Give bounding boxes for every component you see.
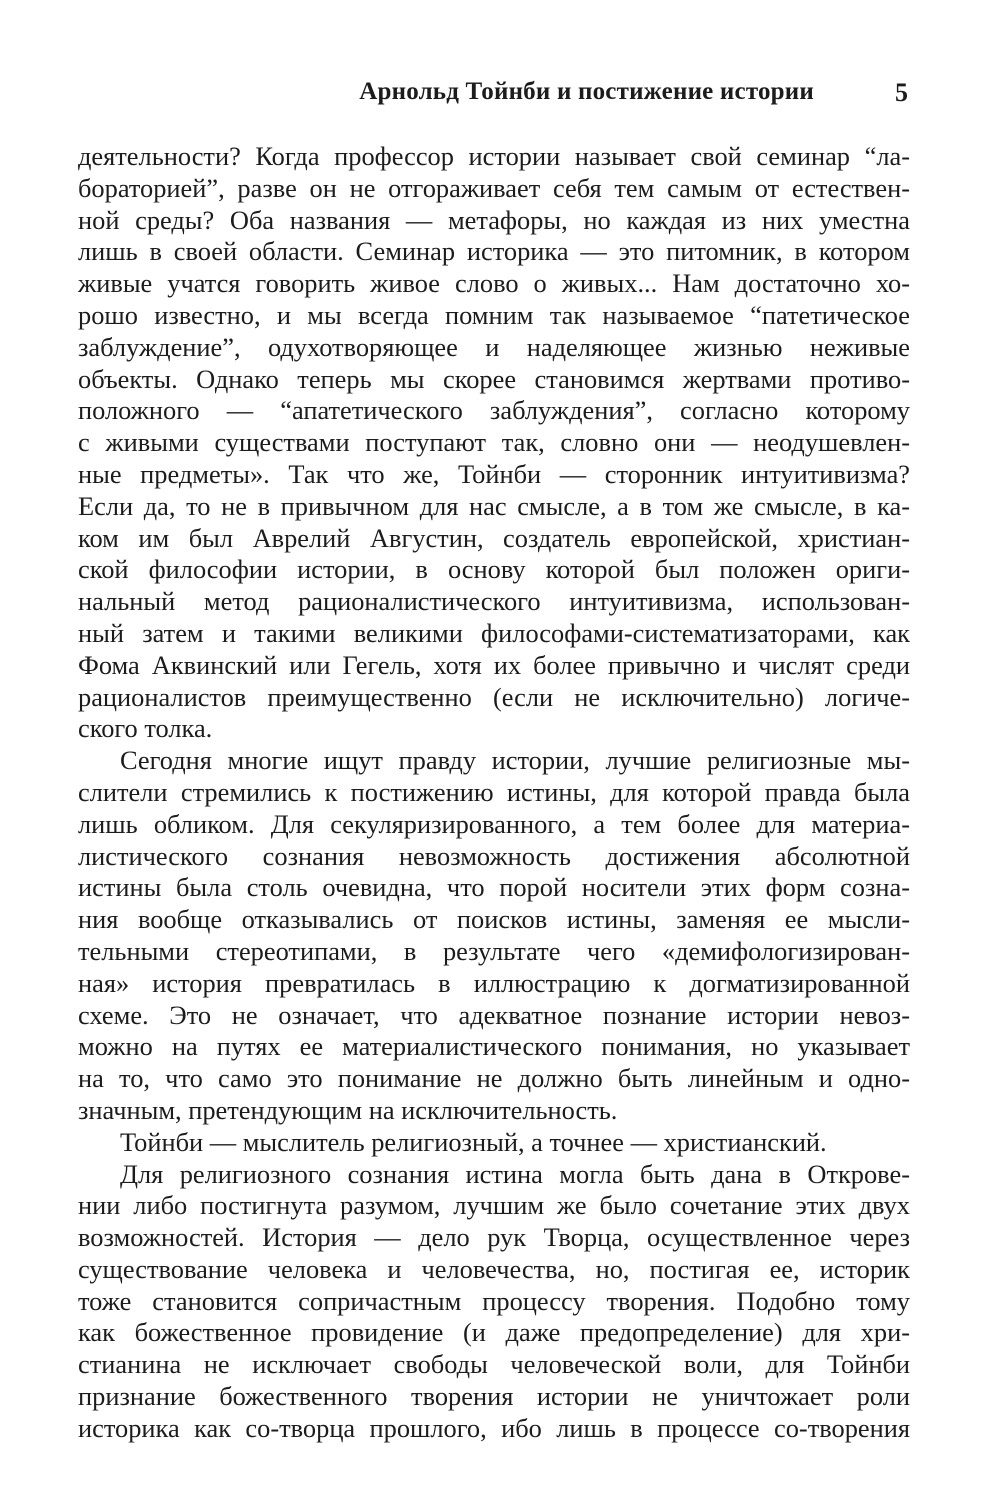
text-line: Если да, то не в привычном для нас смысле, а в том же смысле, в ка-: [78, 490, 910, 521]
text-line: схеме. Это не означает, что адекватное познание истории невоз-: [78, 999, 910, 1030]
page-number: 5: [895, 78, 908, 107]
text-line: ского толка.: [78, 713, 213, 744]
paragraph: [78, 1127, 910, 1159]
text-line: существование человека и человечества, но, постигая ее, историк: [78, 1253, 910, 1284]
text-line: ния вообще отказывались от поисков истины, заменяя ее мысли-: [78, 904, 910, 935]
text-line: заблуждение”, одухотворяющее и наделяющее жизнью неживые: [78, 331, 910, 362]
text-line: слители стремились к постижению истины, для которой правда была: [78, 776, 910, 807]
text-line: Фома Аквинский или Гегель, хотя их более привычно и числят среди: [78, 649, 910, 680]
text-line: ная» история превратилась в иллюстрацию к догматизированной: [78, 967, 910, 998]
text-line: как божественное провидение (и даже предопределение) для хри-: [78, 1317, 910, 1348]
text-line: нии либо постигнута разумом, лучшим же было сочетание этих двух: [78, 1190, 910, 1221]
paragraph: [78, 141, 910, 745]
text-line: истины была столь очевидна, что порой носители этих форм созна-: [78, 872, 910, 903]
text-line: бораторией”, разве он не отгораживает себя тем самым от естествен-: [78, 172, 910, 203]
text-body: [78, 141, 910, 1445]
text-line: нальный метод рационалистического интуитивизма, использован-: [78, 586, 910, 617]
text-line: ком им был Аврелий Августин, создатель европейской, христиан-: [78, 522, 910, 553]
text-line: стианина не исключает свободы человеческой воли, для Тойнби: [78, 1349, 910, 1380]
text-line: с живыми существами поступают так, словно они — неодушевлен-: [78, 427, 910, 458]
text-line: листического сознания невозможность достижения абсолютной: [78, 840, 910, 871]
text-line: деятельности? Когда профессор истории называет свой семинар “ла-: [78, 141, 910, 171]
text-line: Для религиозного сознания истина могла быть дана в Открове-: [120, 1158, 910, 1189]
text-line: рошо известно, и мы всегда помним так называемое “патетическое: [78, 299, 910, 330]
text-line: Тойнби — мыслитель религиозный, а точнее — христианский.: [120, 1126, 827, 1157]
text-line: тельными стереотипами, в результате чего «демифологизирован-: [78, 935, 910, 966]
paragraph: [78, 745, 910, 1127]
paragraph: [78, 1159, 910, 1445]
text-line: ные предметы». Так что же, Тойнби — сторонник интуитивизма?: [78, 458, 910, 489]
text-line: ной среды? Оба названия — метафоры, но каждая из них уместна: [78, 204, 910, 235]
running-header: [78, 78, 910, 114]
text-line: возможностей. История — дело рук Творца, осуществленное через: [78, 1222, 910, 1253]
text-line: тоже становится сопричастным процессу творения. Подобно тому: [78, 1285, 910, 1316]
text-line: живые учатся говорить живое слово о живых... Нам достаточно хо-: [78, 268, 910, 299]
text-line: ный затем и такими великими философами-систематизаторами, как: [78, 617, 910, 648]
text-line: ской философии истории, в основу которой был положен ориги-: [78, 554, 910, 585]
running-title: Арнольд Тойнби и постижение истории: [359, 78, 814, 105]
text-line: положного — “апатетического заблуждения”, согласно которому: [78, 395, 910, 426]
text-line: признание божественного творения истории не уничтожает роли: [78, 1381, 910, 1412]
text-line: лишь обликом. Для секуляризированного, а тем более для материа-: [78, 808, 910, 839]
text-line: на то, что само это понимание не должно быть линейным и одно-: [78, 1063, 910, 1094]
text-line: можно на путях ее материалистического понимания, но указывает: [78, 1031, 910, 1062]
text-line: лишь в своей области. Семинар историка — это питомник, в котором: [78, 236, 910, 267]
text-line: объекты. Однако теперь мы скорее становимся жертвами противо-: [78, 363, 910, 394]
text-line: Сегодня многие ищут правду истории, лучшие религиозные мы-: [120, 745, 910, 776]
text-line: рационалистов преимущественно (если не исключительно) логиче-: [78, 681, 910, 712]
text-line: историка как со-творца прошлого, ибо лишь в процессе со-творения: [78, 1412, 910, 1443]
text-line: значным, претендующим на исключительность.: [78, 1094, 618, 1125]
